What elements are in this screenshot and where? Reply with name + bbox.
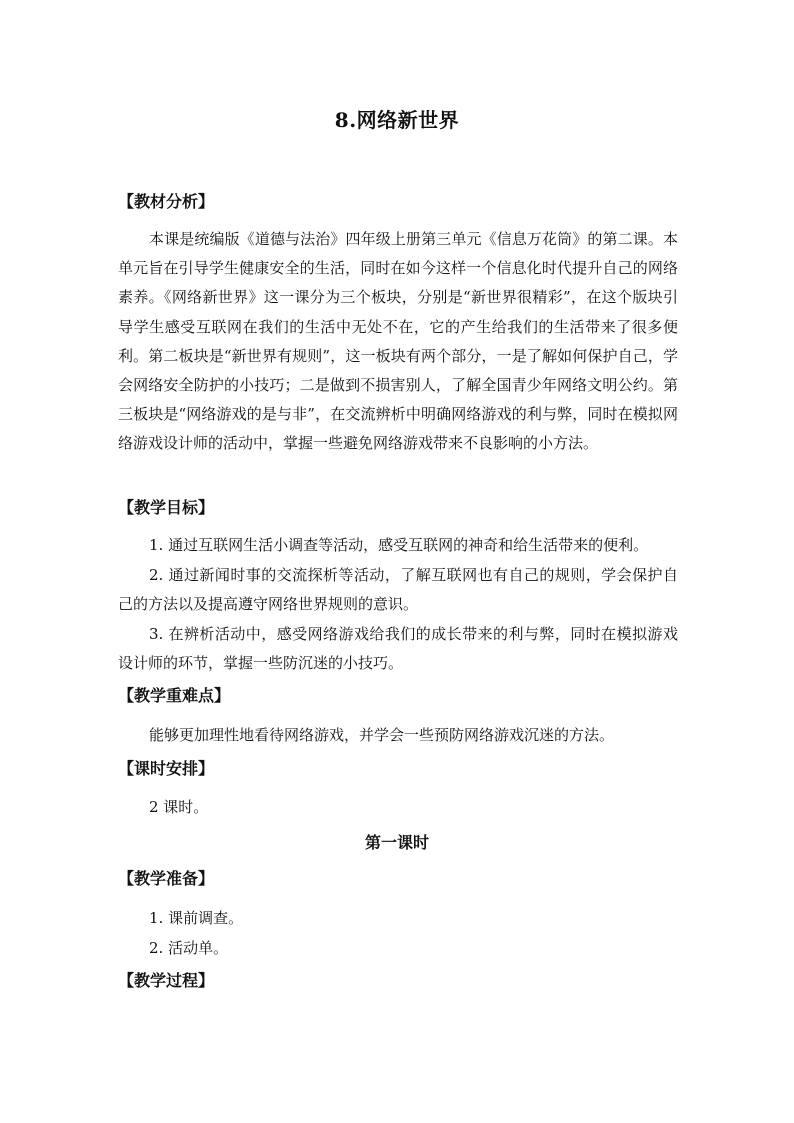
goal-item-3: 3. 在辨析活动中，感受网络游戏给我们的成长带来的利与弊，同时在模拟游戏设计师的环节，掌握一些防沉迷的小技巧。	[118, 625, 678, 673]
heading-keypoints: 【教学重难点】	[118, 686, 231, 705]
prep-item-2: 2. 活动单。	[149, 939, 229, 957]
analysis-paragraph: 本课是统编版《道德与法治》四年级上册第三单元《信息万花筒》的第二课。本单元旨在引导学生健康安全的生活，同时在如今这样一个信息化时代提升自己的网络素养。《网络新世界》这一课分为三个板块，分别是“新世界很精彩”，在这个版块引导学生感受互联网在我们的生活中无处不在，它的产生给我们的生活带来了很多便利。第二板块是“新世界有规则”，这一板块有两个部分，一是了解如何保护自己，学会网络安全防护的小技巧；二是做到不损害别人，了解全国青少年网络文明公约。第三板块是“网络游戏的是与非”，在交流辨析中明确网络游戏的利与弊，同时在模拟网络游戏设计师的活动中，掌握一些避免网络游戏带来不良影响的小方法。	[118, 230, 678, 453]
heading-process: 【教学过程】	[118, 971, 215, 990]
schedule-text: 2 课时。	[149, 798, 209, 816]
heading-goals: 【教学目标】	[118, 498, 215, 517]
goal-item-2: 2. 通过新闻时事的交流探析等活动，了解互联网也有自己的规则，学会保护自己的方法以及提高遵守网络世界规则的意识。	[118, 566, 678, 614]
lesson-title: 第一课时	[364, 833, 429, 852]
heading-analysis: 【教材分析】	[118, 192, 215, 211]
prep-item-1: 1. 课前调查。	[149, 909, 244, 927]
heading-prep: 【教学准备】	[118, 869, 215, 888]
keypoints-text: 能够更加理性地看待网络游戏，并学会一些预防网络游戏沉迷的方法。	[149, 726, 615, 744]
document-title: 8.网络新世界	[334, 108, 460, 132]
heading-schedule: 【课时安排】	[118, 759, 215, 778]
goal-item-1: 1. 通过互联网生活小调查等活动，感受互联网的神奇和给生活带来的便利。	[149, 536, 649, 554]
